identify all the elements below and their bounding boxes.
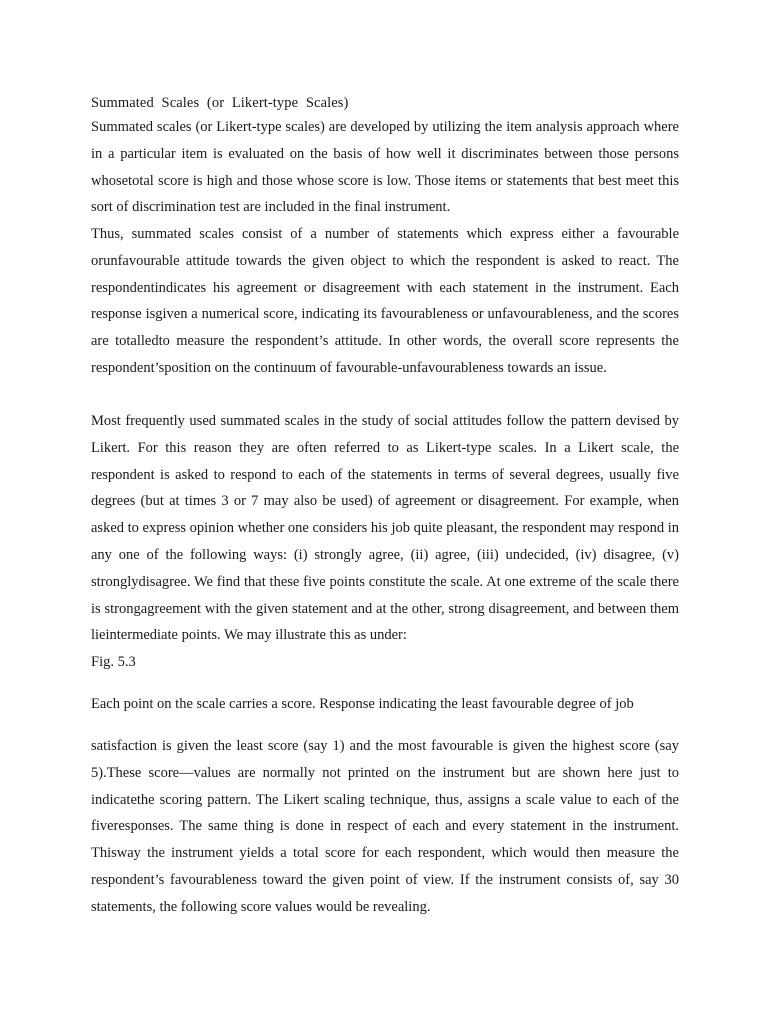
paragraph-likert-pattern: Most frequently used summated scales in the study of social attitudes follow the pattern devised by Likert. For this reason they are often referred to as Likert-type scales. In a Likert scale, the respondent is asked to respond to each of the statements in terms of several degrees, usually five degrees (but at times 3 or 7 may also be used) of agreement or disagreement. For example, when asked to express opinion whether one considers his job quite pleasant, the respondent may respond in any one of the following ways: (i) strongly agree, (ii) agree, (iii) undecided, (iv) disagree, (v) stronglydisagree. We find that these five points constitute the scale. At one extreme of the scale there is strongagreement with the given statement and at the other, strong disagreement, and between them lieintermediate points. We may illustrate this as under: (91, 413, 679, 644)
paragraph-summated-scales-definition: Thus, summated scales consist of a number of statements which express either a favourable orunfavourable attitude towards the given object to which the respondent is asked to react. The respondentindicates his agreement or disagreement with each statement in the instrument. Each response isgiven a numerical score, indicating its favourableness or unfavourableness, and the scores are totalledto measure the respondent’s attitude. In other words, the overall score represents the respondent’sposition on the continuum of favourable-unfavourableness towards an issue. (91, 226, 679, 376)
paragraph-scoring-pattern: satisfaction is given the least score (say 1) and the most favourable is given the highest score (say 5).These score—values are normally not printed on the instrument but are shown here just to indicatethe scoring pattern. The Likert scaling technique, thus, assigns a scale value to each of the fiveresponses. The same thing is done in respect of each and every statement in the instrument. Thisway the instrument yields a total score for each respondent, which would then measure the respondent’s favourableness toward the given point of view. If the instrument consists of, say 30 statements, the following score values would be revealing. (91, 738, 679, 915)
section-heading: Summated Scales (or Likert-type Scales) (91, 95, 349, 111)
paragraph-summated-scales-intro: Summated scales (or Likert-type scales) are developed by utilizing the item analysis approach where in a particular item is evaluated on the basis of how well it discriminates between those persons whosetotal score is high and those whose score is low. Those items or statements that best meet this sort of discrimination test are included in the final instrument. (91, 119, 679, 216)
figure-label: Fig. 5.3 (91, 654, 136, 670)
paragraph-score-points: Each point on the scale carries a score. Response indicating the least favourable degree of job (91, 696, 634, 712)
